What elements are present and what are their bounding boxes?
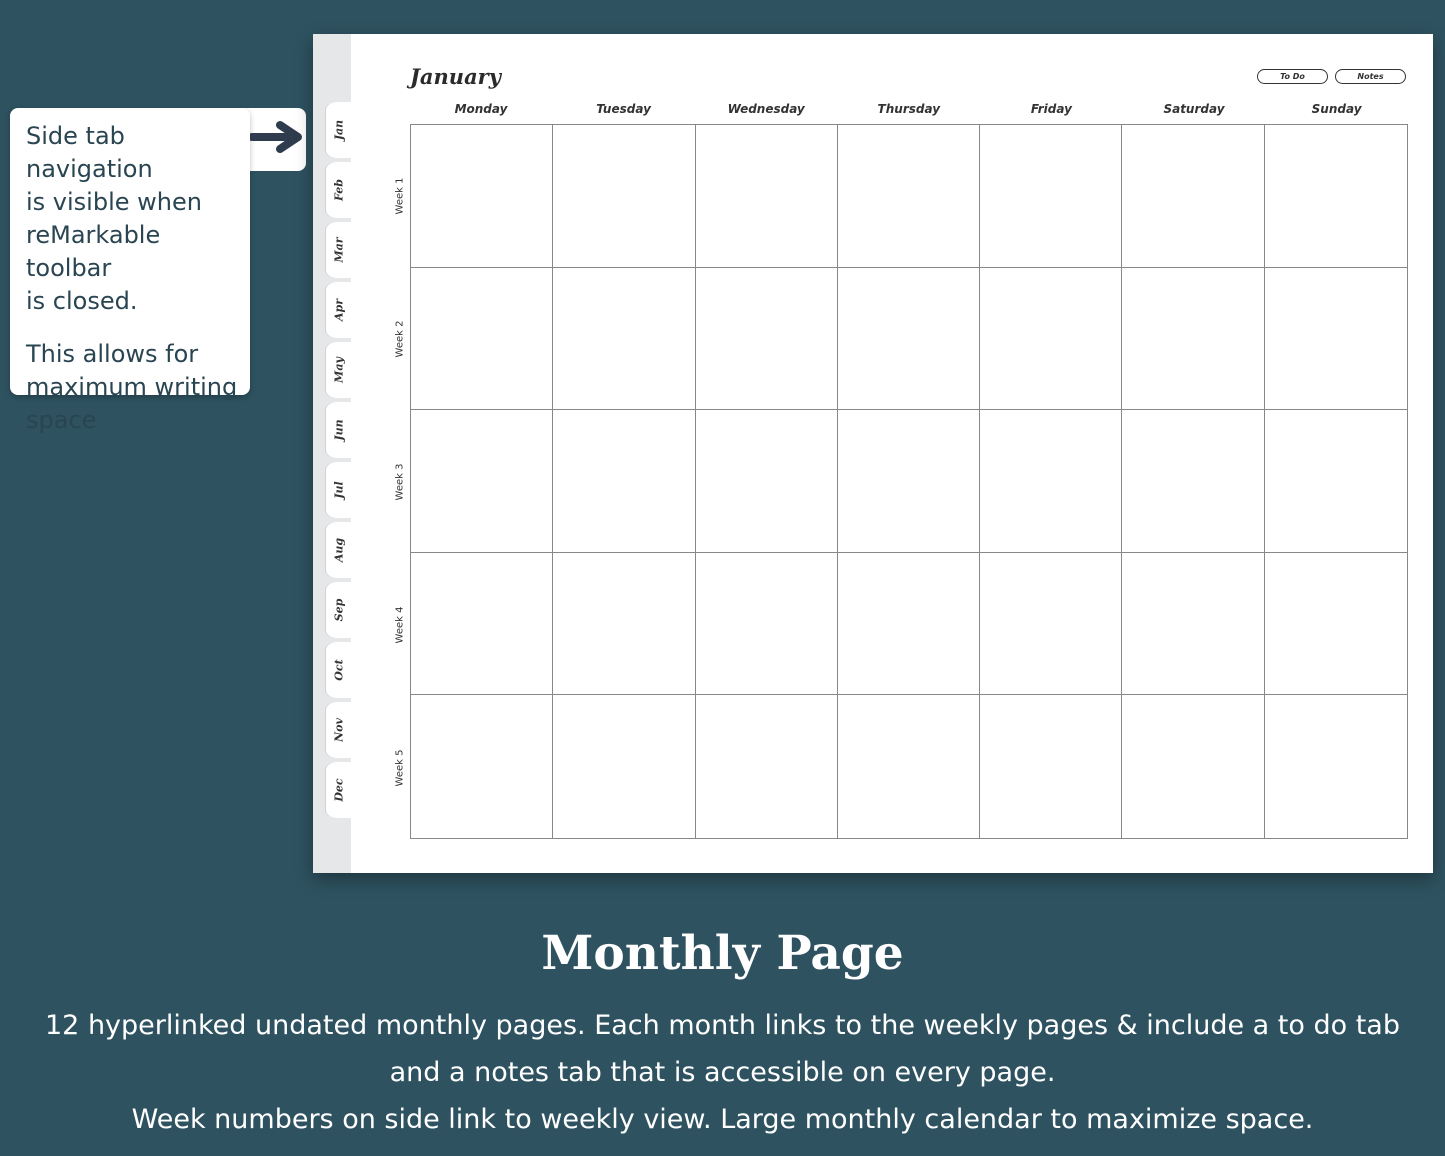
day-cell[interactable] xyxy=(838,553,980,696)
day-cell[interactable] xyxy=(696,695,838,838)
planner-page xyxy=(313,34,1433,873)
month-tab-feb[interactable] xyxy=(325,162,351,218)
month-tab-label: Oct xyxy=(332,659,345,681)
day-cell[interactable] xyxy=(980,125,1122,268)
month-tab-label: Feb xyxy=(332,179,345,201)
description-line-2: and a notes tab that is accessible on every page. xyxy=(389,1057,1056,1088)
month-tab-aug[interactable] xyxy=(325,522,351,578)
day-cell[interactable] xyxy=(1122,553,1264,696)
day-cell[interactable] xyxy=(1265,125,1407,268)
day-cell[interactable] xyxy=(980,553,1122,696)
day-cell[interactable] xyxy=(411,553,553,696)
month-sidebar xyxy=(313,34,351,873)
month-tab-label: Nov xyxy=(332,718,345,742)
day-cell[interactable] xyxy=(411,410,553,553)
month-tab-jul[interactable] xyxy=(325,462,351,518)
week-label: Week 1 xyxy=(394,177,406,214)
arrow-right-icon xyxy=(250,121,306,153)
month-tab-may[interactable] xyxy=(325,342,351,398)
day-cell[interactable] xyxy=(553,695,695,838)
month-tab-nov[interactable] xyxy=(325,702,351,758)
month-tab-dec[interactable] xyxy=(325,762,351,818)
day-cell[interactable] xyxy=(411,268,553,411)
month-tab-sep[interactable] xyxy=(325,582,351,638)
month-tab-label: Mar xyxy=(332,237,345,263)
callout-paragraph-2: This allows for maximum writing space xyxy=(26,340,238,434)
callout-paragraph-1: Side tab navigation is visible when reMarkable toolbar is closed. xyxy=(26,122,202,315)
month-tab-mar[interactable] xyxy=(325,222,351,278)
month-tab-jun[interactable] xyxy=(325,402,351,458)
month-tab-label: Dec xyxy=(332,778,345,802)
day-cell[interactable] xyxy=(553,410,695,553)
month-tab-label: Jan xyxy=(332,119,345,141)
week-label: Week 3 xyxy=(394,463,406,500)
day-cell[interactable] xyxy=(696,410,838,553)
week-label: Week 5 xyxy=(394,749,406,786)
day-cell[interactable] xyxy=(1122,695,1264,838)
month-tab-label: Sep xyxy=(332,598,345,622)
day-header-monday: Monday xyxy=(454,102,508,116)
day-cell[interactable] xyxy=(1122,268,1264,411)
day-cell[interactable] xyxy=(553,125,695,268)
day-cell[interactable] xyxy=(411,695,553,838)
day-cell[interactable] xyxy=(696,268,838,411)
month-tab-label: May xyxy=(332,357,345,383)
day-header-friday: Friday xyxy=(1030,102,1072,116)
day-cell[interactable] xyxy=(696,553,838,696)
day-cell[interactable] xyxy=(1122,410,1264,553)
month-tab-label: Apr xyxy=(332,298,345,322)
month-tab-label: Aug xyxy=(332,537,345,563)
day-cell[interactable] xyxy=(838,268,980,411)
day-cell[interactable] xyxy=(980,268,1122,411)
notes-tab-button[interactable]: Notes xyxy=(1335,69,1406,84)
day-cell[interactable] xyxy=(1122,125,1264,268)
day-cell[interactable] xyxy=(1265,410,1407,553)
month-tab-label: Jun xyxy=(332,419,345,441)
info-callout xyxy=(10,108,250,434)
section-description xyxy=(0,1002,1445,1143)
page-title: January xyxy=(410,64,501,89)
month-tab-jan[interactable] xyxy=(325,102,351,158)
day-cell[interactable] xyxy=(980,695,1122,838)
day-cell[interactable] xyxy=(980,410,1122,553)
todo-tab-button[interactable]: To Do xyxy=(1257,69,1328,84)
description-line-3: Week numbers on side link to weekly view. Large monthly calendar to maximize space. xyxy=(131,1104,1314,1135)
day-cell[interactable] xyxy=(553,268,695,411)
day-header-saturday: Saturday xyxy=(1163,102,1225,116)
week-label: Week 2 xyxy=(394,320,406,357)
month-tab-oct[interactable] xyxy=(325,642,351,698)
day-cell[interactable] xyxy=(696,125,838,268)
week-label: Week 4 xyxy=(394,606,406,643)
day-cell[interactable] xyxy=(1265,553,1407,696)
day-header-tuesday: Tuesday xyxy=(596,102,651,116)
month-tab-label: Jul xyxy=(332,481,345,499)
section-title: Monthly Page xyxy=(541,926,904,981)
day-header-wednesday: Wednesday xyxy=(727,102,805,116)
day-cell[interactable] xyxy=(411,125,553,268)
month-tab-apr[interactable] xyxy=(325,282,351,338)
day-header-thursday: Thursday xyxy=(877,102,941,116)
day-cell[interactable] xyxy=(1265,695,1407,838)
day-header-sunday: Sunday xyxy=(1311,102,1362,116)
day-cell[interactable] xyxy=(838,695,980,838)
calendar-grid xyxy=(410,124,1408,839)
day-cell[interactable] xyxy=(553,553,695,696)
day-cell[interactable] xyxy=(1265,268,1407,411)
day-cell[interactable] xyxy=(838,125,980,268)
day-cell[interactable] xyxy=(838,410,980,553)
description-line-1: 12 hyperlinked undated monthly pages. Each month links to the weekly pages & include a to do tab xyxy=(45,1010,1400,1041)
